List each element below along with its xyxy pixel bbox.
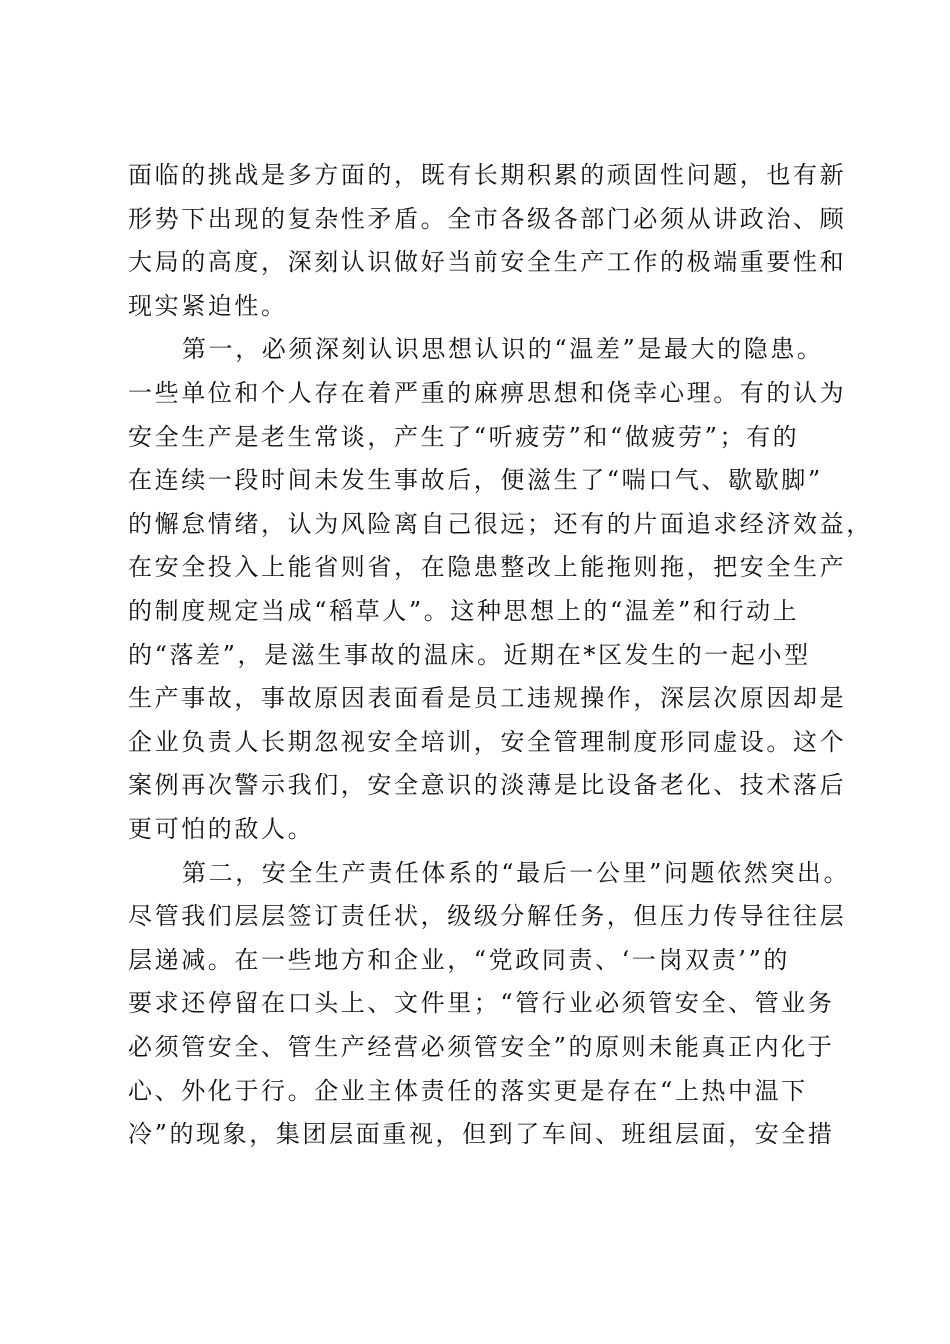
- text-line: 在连续一段时间未发生事故后，便滋生了“喘口气、歇歇脚”: [128, 466, 823, 495]
- text-line: 冷”的现象，集团层面重视，但到了车间、班组层面，安全措: [128, 1120, 835, 1149]
- text-line: 形势下出现的复杂性矛盾。全市各级各部门必须从讲政治、顾: [128, 204, 847, 233]
- text-line: 层递减。在一些地方和企业，“党政同责、‘一岗双责’”的: [128, 945, 790, 974]
- text-line: 心、外化于行。企业主体责任的落实更是存在“上热中温下: [128, 1076, 808, 1105]
- text-line: 大局的高度，深刻认识做好当前安全生产工作的极端重要性和: [128, 248, 847, 277]
- text-line: 安全生产是老生常谈，产生了“听疲劳”和“做疲劳”；有的: [128, 422, 800, 451]
- text-line: 面临的挑战是多方面的，既有长期积累的顽固性问题，也有新: [128, 161, 847, 189]
- text-line: 更可怕的敌人。: [128, 815, 315, 843]
- paragraph-heading-line: 第二，安全生产责任体系的“最后一公里”问题依然突出。: [182, 858, 851, 887]
- text-line: 一些单位和个人存在着严重的麻痹思想和侥幸心理。有的认为: [128, 379, 847, 407]
- text-line: 的制度规定当成“稻草人”。这种思想上的“温差”和行动上: [128, 597, 800, 625]
- text-line: 的“落差”，是滋生事故的温床。近期在*区发生的一起小型: [128, 640, 811, 669]
- text-line: 必须管安全、管生产经营必须管安全”的原则未能真正内化于: [128, 1033, 835, 1061]
- text-line: 尽管我们层层签订责任状，级级分解任务，但压力传导往往层: [128, 902, 847, 931]
- paragraph-heading-line: 第一，必须深刻认识思想认识的“温差”是最大的隐患。: [182, 335, 824, 364]
- text-line: 案例再次警示我们，安全意识的淡薄是比设备老化、技术落后: [128, 771, 847, 800]
- text-line: 要求还停留在口头上、文件里；“管行业必须管安全、管业务: [128, 989, 835, 1018]
- text-line: 现实紧迫性。: [128, 291, 288, 320]
- text-line: 生产事故，事故原因表面看是员工违规操作，深层次原因却是: [128, 684, 847, 713]
- text-line: 在安全投入上能省则省，在隐患整改上能拖则拖，把安全生产: [128, 553, 847, 582]
- text-line: 企业负责人长期忽视安全培训，安全管理制度形同虚设。这个: [128, 727, 847, 756]
- text-line: 的懈怠情绪，认为风险离自己很远；还有的片面追求经济效益，: [128, 509, 873, 538]
